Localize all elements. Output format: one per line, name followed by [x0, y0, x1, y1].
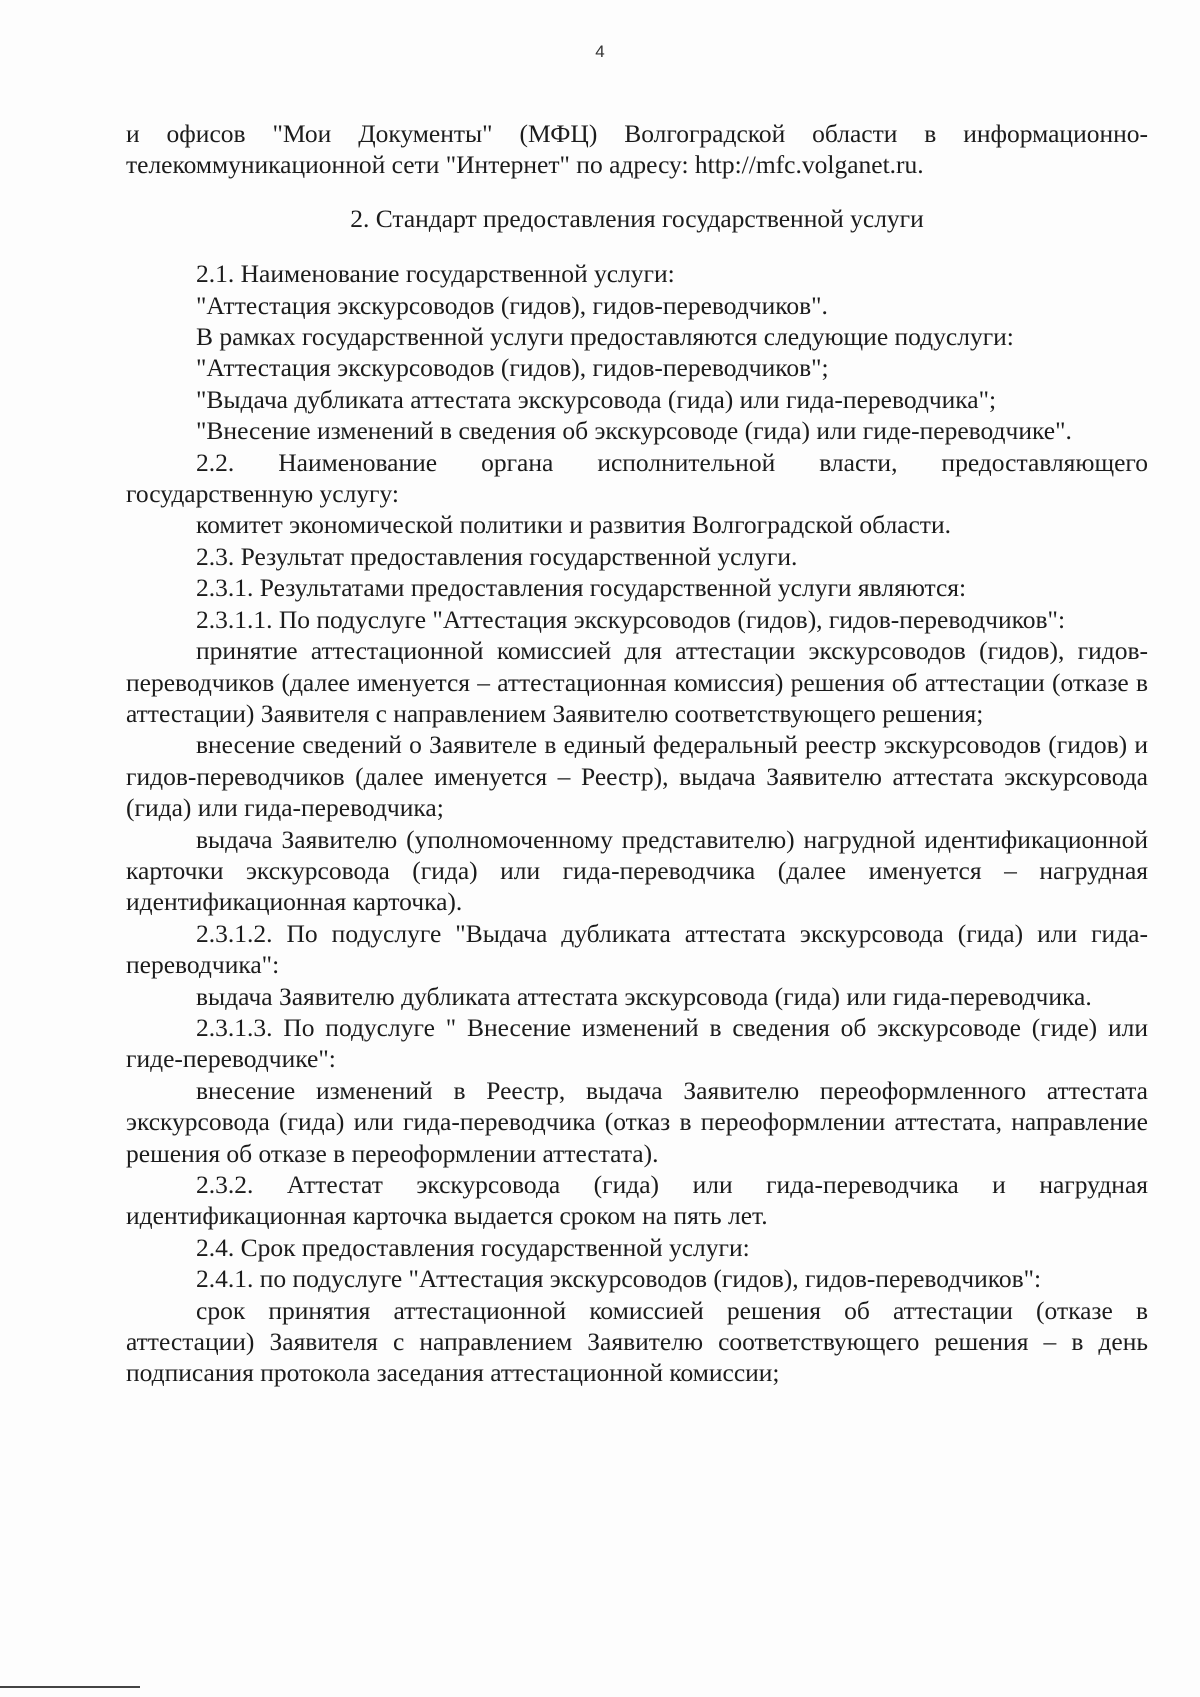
paragraph: срок принятия аттестационной комиссией решения об аттестации (отказе в аттестации) Заявителя с направлением Заявителю соответствующего решения – в день подписания протокола заседания аттестационной комиссии; — [126, 1295, 1148, 1388]
paragraph: "Выдача дубликата аттестата экскурсовода (гида) или гида-переводчика"; — [196, 384, 997, 414]
page-number: 4 — [595, 42, 605, 61]
paragraph: выдача Заявителю (уполномоченному представителю) нагрудной идентификационной карточки экскурсовода (гида) или гида-переводчика (далее именуется – нагрудная идентификационная карточка). — [126, 824, 1148, 917]
paragraph: внесение сведений о Заявителе в единый федеральный реестр экскурсоводов (гидов) и гидов-переводчиков (далее именуется – Реестр), выдача Заявителю аттестата экскурсовода (гида) или гида-переводчика; — [126, 730, 1148, 823]
paragraph: 2.3.1.2. По подуслуге "Выдача дубликата аттестата экскурсовода (гида) или гида-переводчика": — [126, 918, 1148, 980]
paragraph: 2.1. Наименование государственной услуги: — [196, 259, 675, 289]
paragraph: "Внесение изменений в сведения об экскурсоводе (гида) или гиде-переводчике". — [196, 416, 1072, 446]
paragraph: 2.3.1.3. По подуслуге " Внесение изменений в сведения об экскурсоводе (гиде) или гиде-переводчике": — [126, 1012, 1148, 1074]
paragraph: 2.3.1. Результатами предоставления государственной услуги являются: — [196, 573, 967, 603]
paragraph: 2.4.1. по подуслуге "Аттестация экскурсоводов (гидов), гидов-переводчиков": — [196, 1264, 1042, 1294]
paragraph: принятие аттестационной комиссией для аттестации экскурсоводов (гидов), гидов-переводчиков (далее именуется – аттестационная комиссия) решения об аттестации (отказе в аттестации) Заявителя с направлением Заявителю соответствующего решения; — [126, 636, 1148, 728]
paragraph: 2.3.2. Аттестат экскурсовода (гида) или гида-переводчика и нагрудная идентификационная карточка выдается сроком на пять лет. — [126, 1170, 1148, 1231]
footnote-separator-line — [0, 1686, 140, 1688]
paragraph: 2.2. Наименование органа исполнительной власти, предоставляющего государственную услугу: — [126, 447, 1148, 509]
paragraph: и офисов "Мои Документы" (МФЦ) Волгоградской области в информационно-телекоммуникационной сети "Интернет" по адресу: http://mfc.volganet.ru. — [126, 119, 1148, 180]
paragraph: 2.3. Результат предоставления государственной услуги. — [196, 541, 798, 571]
document-body — [126, 118, 1148, 1389]
paragraph: 2.4. Срок предоставления государственной услуги: — [196, 1232, 750, 1262]
paragraph: комитет экономической политики и развития Волгоградской области. — [196, 510, 951, 540]
paragraph: "Аттестация экскурсоводов (гидов), гидов-переводчиков"; — [196, 353, 829, 383]
paragraph: внесение изменений в Реестр, выдача Заявителю переоформленного аттестата экскурсовода (гида) или гида-переводчика (отказ в переоформлении аттестата, направление решения об отказе в переоформлении аттестата). — [126, 1075, 1148, 1168]
paragraph: выдача Заявителю дубликата аттестата экскурсовода (гида) или гида-переводчика. — [196, 981, 1092, 1011]
paragraph: "Аттестация экскурсоводов (гидов), гидов-переводчиков". — [196, 290, 828, 320]
section-heading: 2. Стандарт предоставления государственной услуги — [350, 203, 924, 233]
paragraph: В рамках государственной услуги предоставляются следующие подуслуги: — [196, 322, 1014, 352]
paragraph: 2.3.1.1. По подуслуге "Аттестация экскурсоводов (гидов), гидов-переводчиков": — [196, 604, 1066, 634]
